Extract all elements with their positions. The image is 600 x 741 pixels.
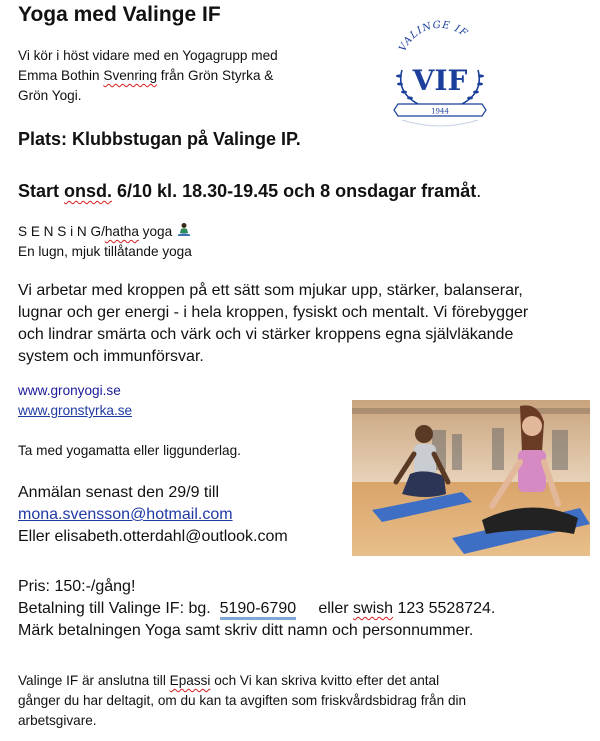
logo-arc-text: VALINGE IF (397, 20, 470, 54)
sensing-line: S E N S i N G/hatha yoga (18, 222, 192, 242)
spell-flagged-word: Epassi (169, 673, 211, 688)
intro-line-3: Grön Yogi. (18, 88, 82, 103)
meditating-person-icon (176, 222, 192, 238)
footer-paragraph (18, 671, 466, 731)
description-line: Vi arbetar med kroppen på ett sätt som mjukar upp, stärker, balanserar, (18, 282, 523, 299)
payment-note: Märk betalningen Yoga samt skriv ditt namn och personnummer. (18, 622, 474, 639)
payment-line: Betalning till Valinge IF: bg. 5190-6790 eller swish 123 5528724. (18, 598, 495, 620)
price-line: Pris: 150:-/gång! (18, 578, 136, 595)
website-links (18, 381, 132, 421)
yoga-class-photo (352, 400, 590, 556)
intro-paragraph (18, 46, 278, 106)
registration-deadline: Anmälan senast den 29/9 till (18, 484, 220, 501)
description-line: system och immunförsvar. (18, 348, 204, 365)
spell-flagged-word: swish (353, 600, 394, 617)
bankgiro-number: 5190-6790 (220, 600, 297, 620)
svg-text:VALINGE IF (397, 20, 469, 53)
footer-line: gånger du har deltagit, om du kan ta avgiften som friskvårdsbidrag från din (18, 693, 467, 708)
payment-block (18, 576, 495, 642)
spell-flagged-word: hatha (104, 224, 139, 239)
sensing-block (18, 222, 192, 262)
registration-block (18, 482, 288, 548)
bring-mat-note: Ta med yogamatta eller liggunderlag. (18, 443, 241, 458)
footer-line: Valinge IF är anslutna till Epassi och Vi kan skriva kvitto efter det antal (18, 673, 440, 688)
spell-flagged-word: Svenring (103, 68, 158, 83)
footer-line: arbetsgivare. (18, 713, 97, 728)
registration-alt-email: Eller elisabeth.otterdahl@outlook.com (18, 528, 288, 545)
intro-line-2: Emma Bothin Svenring från Grön Styrka & (18, 68, 274, 83)
start-heading: Start onsd. 6/10 kl. 18.30-19.45 och 8 onsdagar framåt. (18, 181, 482, 201)
description-paragraph (18, 280, 528, 368)
logo-year: 1944 (431, 107, 449, 116)
intro-line-1: Vi kör i höst vidare med en Yogagrupp med (18, 48, 278, 63)
page-title: Yoga med Valinge IF (18, 3, 221, 26)
spell-flagged-word: onsd. (64, 181, 113, 201)
sensing-subtitle: En lugn, mjuk tillåtande yoga (18, 244, 192, 259)
location-heading: Plats: Klubbstugan på Valinge IP. (18, 129, 301, 149)
description-line: lugnar och ger energi - i hela kroppen, fysiskt och mentalt. Vi förebygger (18, 304, 529, 321)
gronstyrka-link[interactable]: www.gronstyrka.se (18, 403, 133, 418)
gronyogi-link[interactable]: www.gronyogi.se (18, 383, 121, 398)
email-link-mona[interactable]: mona.svensson@hotmail.com (18, 506, 233, 523)
description-line: och lindrar smärta och värk och vi stärker kroppens egna självläkande (18, 326, 514, 343)
logo-initials: VIF (412, 64, 468, 97)
valinge-if-logo (388, 20, 492, 132)
